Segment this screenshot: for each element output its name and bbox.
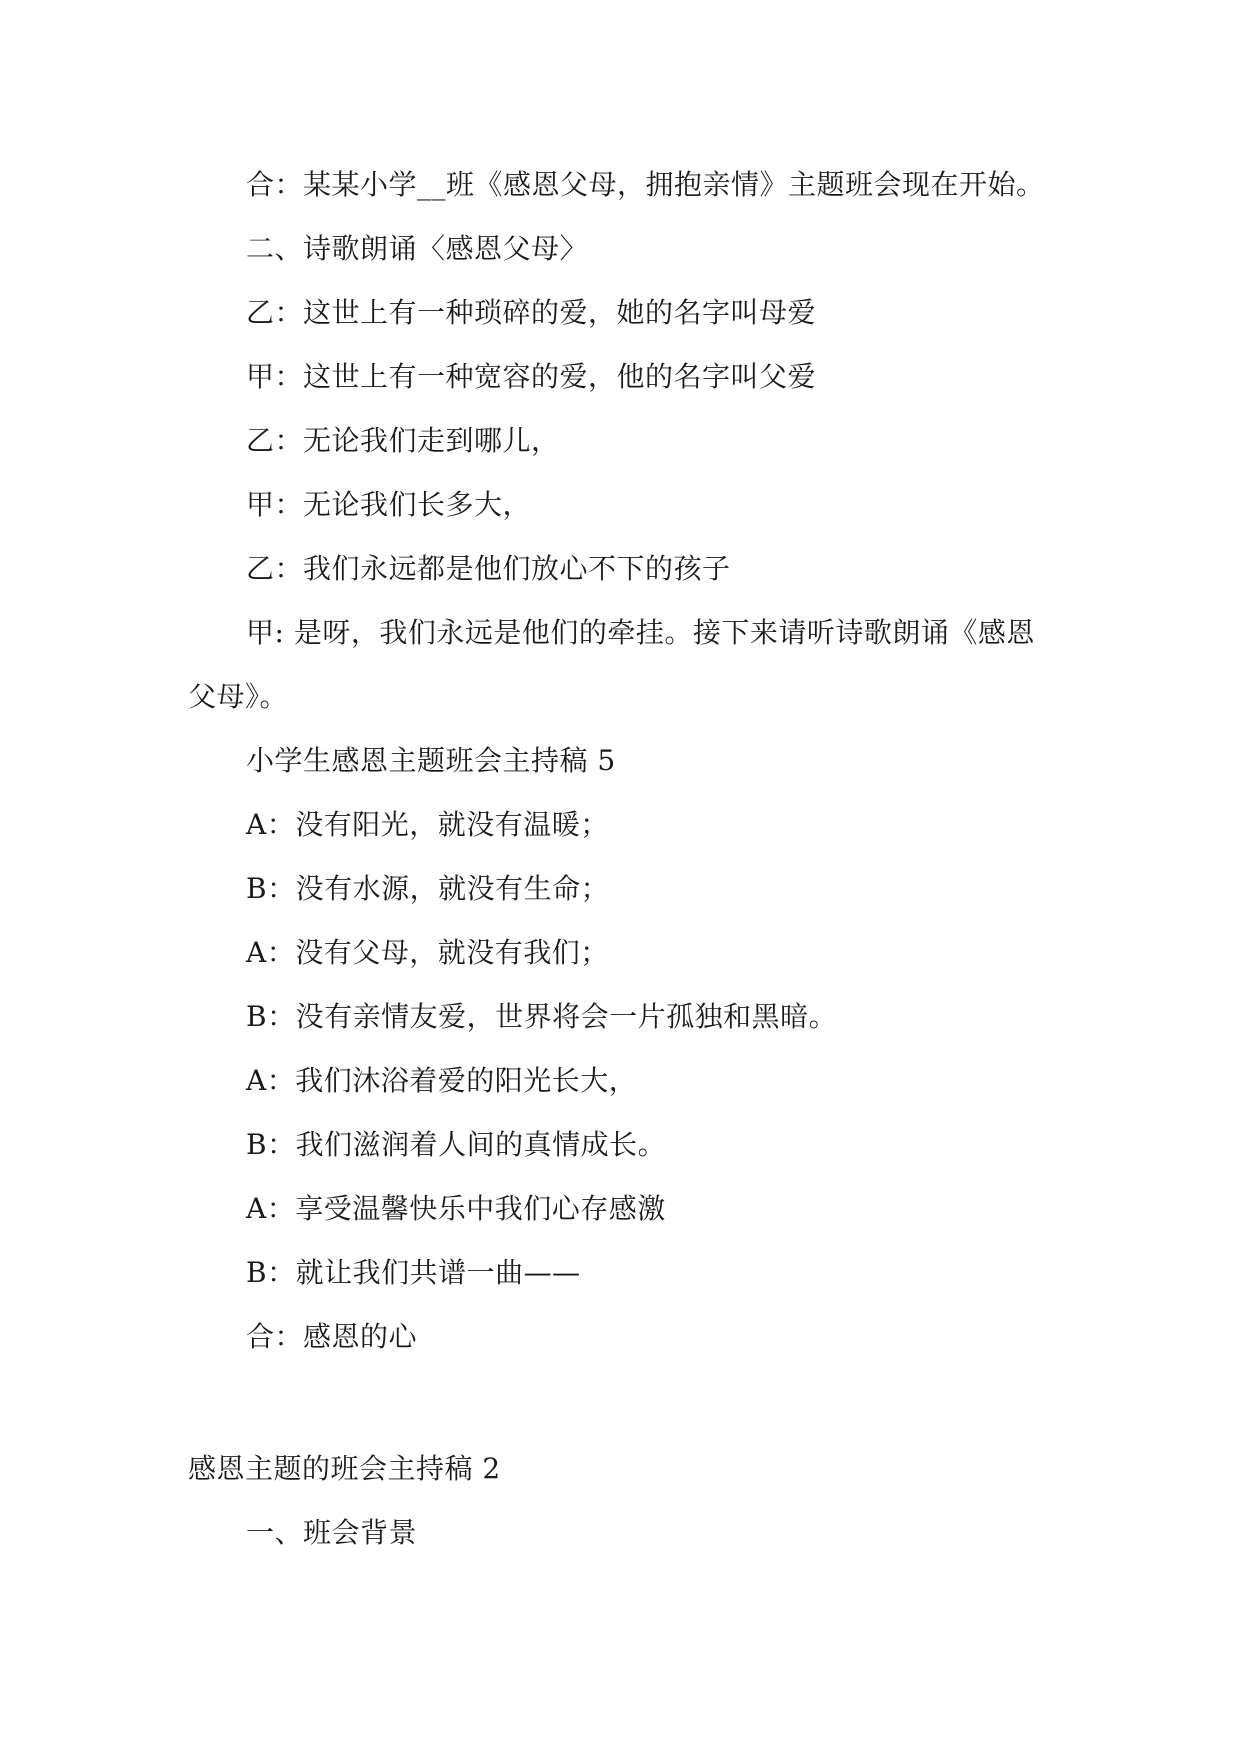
dialogue-line: A：没有父母，就没有我们； xyxy=(246,936,609,969)
opening-line: 合：某某小学__班《感恩父母，拥抱亲情》主题班会现在开始。 xyxy=(246,168,1045,201)
dialogue-line: 甲：这世上有一种宽容的爱，他的名字叫父爱 xyxy=(246,360,817,393)
dialogue-line: 乙：我们永远都是他们放心不下的孩子 xyxy=(246,552,731,585)
dialogue-line: A：我们沐浴着爱的阳光长大， xyxy=(246,1064,638,1097)
section-heading-poem: 二、诗歌朗诵〈感恩父母〉 xyxy=(246,232,589,265)
section-title: 小学生感恩主题班会主持稿 5 xyxy=(246,744,616,777)
dialogue-line: 甲: 是呀，我们永远是他们的牵挂。接下来请听诗歌朗诵《感恩 xyxy=(246,616,1035,649)
dialogue-line: B：我们滋润着人间的真情成长。 xyxy=(246,1128,667,1161)
dialogue-line: 合：感恩的心 xyxy=(246,1320,418,1353)
dialogue-line-continuation: 父母》。 xyxy=(188,680,289,713)
dialogue-line: B：就让我们共谱一曲—— xyxy=(246,1256,581,1289)
dialogue-line: B：没有水源，就没有生命； xyxy=(246,872,610,905)
section-heading: 一、班会背景 xyxy=(246,1516,418,1549)
dialogue-line: A：享受温馨快乐中我们心存感激 xyxy=(246,1192,666,1225)
dialogue-line: B：没有亲情友爱，世界将会一片孤独和黑暗。 xyxy=(246,1000,838,1033)
document-title: 感恩主题的班会主持稿 2 xyxy=(188,1452,501,1485)
dialogue-line: 甲：无论我们长多大， xyxy=(246,488,532,521)
dialogue-line: 乙：无论我们走到哪儿， xyxy=(246,424,560,457)
dialogue-line: A：没有阳光，就没有温暖； xyxy=(246,808,609,841)
dialogue-line: 乙：这世上有一种琐碎的爱，她的名字叫母爱 xyxy=(246,296,817,329)
